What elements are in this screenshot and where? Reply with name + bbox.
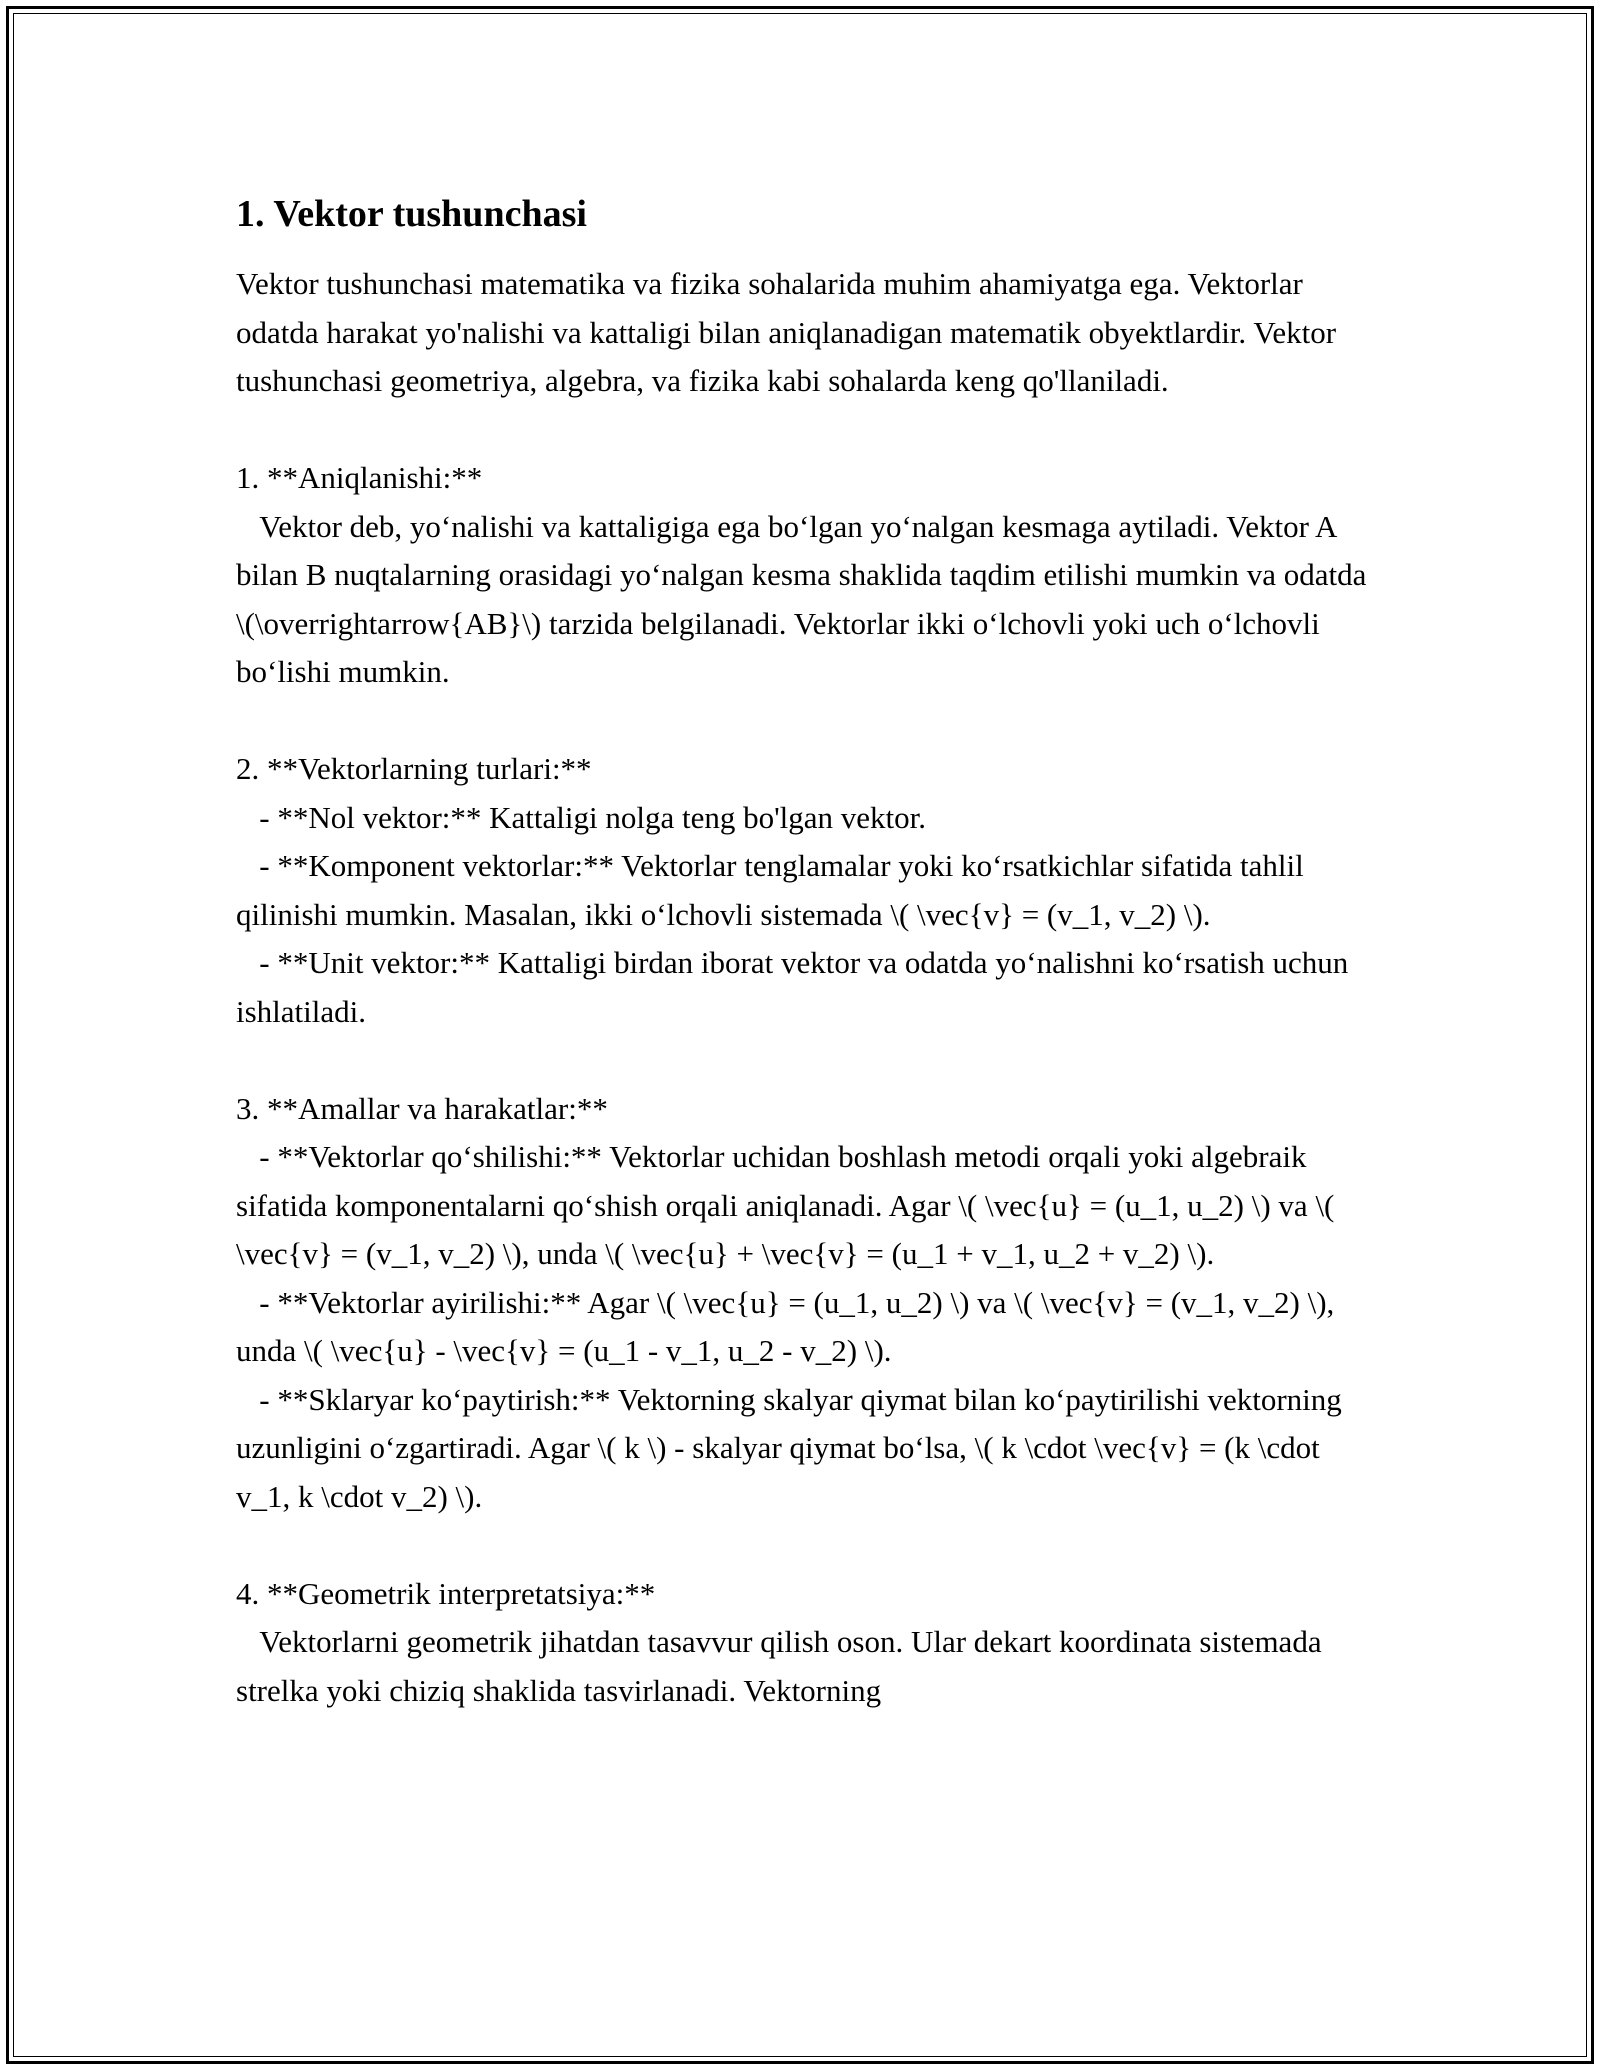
document-page bbox=[236, 186, 1376, 1715]
body-text: 1. **Aniqlanishi:** Vektor deb, yo‘nalishi va kattaligiga ega bo‘lgan yo‘nalgan kesmaga aytiladi. Vektor A bilan B nuqtalarning orasidagi yo‘nalgan kesma shaklida taqdim etilishi mumkin va odatda \(\overrightarrow{AB}\) tarzida belgilanadi. Vektorlar ikki o‘lchovli yoki uch o‘lchovli bo‘lishi mumkin. 2. **Vektorlarning turlari:** - **Nol vektor:** Kattaligi nolga teng bo'lgan vektor. - **Komponent vektorlar:** Vektorlar tenglamalar yoki ko‘rsatkichlar sifatida tahlil qilinishi mumkin. Masalan, ikki o‘lchovli sistemada \( \vec{v} = (v_1, v_2) \). - **Unit vektor:** Kattaligi birdan iborat vektor va odatda yo‘nalishni ko‘rsatish uchun ishlatiladi. 3. **Amallar va harakatlar:** - **Vektorlar qo‘shilishi:** Vektorlar uchidan boshlash metodi orqali yoki algebraik sifatida komponentalarni qo‘shish orqali aniqlanadi. Agar \( \vec{u} = (u_1, u_2) \) va \( \vec{v} = (v_1, v_2) \), unda \( \vec{u} + \vec{v} = (u_1 + v_1, u_2 + v_2) \). - **Vektorlar ayirilishi:** Agar \( \vec{u} = (u_1, u_2) \) va \( \vec{v} = (v_1, v_2) \), unda \( \vec{u} - \vec{v} = (u_1 - v_1, u_2 - v_2) \). - **Sklaryar ko‘paytirish:** Vektorning skalyar qiymat bilan ko‘paytirilishi vektorning uzunligini o‘zgartiradi. Agar \( k \) - skalyar qiymat bo‘lsa, \( k \cdot \vec{v} = (k \cdot v_1, k \cdot v_2) \). 4. **Geometrik interpretatsiya:** Vektorlarni geometrik jihatdan tasavvur qilish oson. Ular dekart koordinata sistemada strelka yoki chiziq shaklida tasvirlanadi. Vektorning bbox=[236, 460, 1367, 1708]
section-title: 1. Vektor tushunchasi bbox=[236, 193, 587, 235]
intro-paragraph: Vektor tushunchasi matematika va fizika sohalarida muhim ahamiyatga ega. Vektorlar odatda harakat yo'nalishi va kattaligi bilan aniqlanadigan matematik obyektlardir. Vektor tushunchasi geometriya, algebra, va fizika kabi sohalarda keng qo'llaniladi. bbox=[236, 266, 1337, 398]
